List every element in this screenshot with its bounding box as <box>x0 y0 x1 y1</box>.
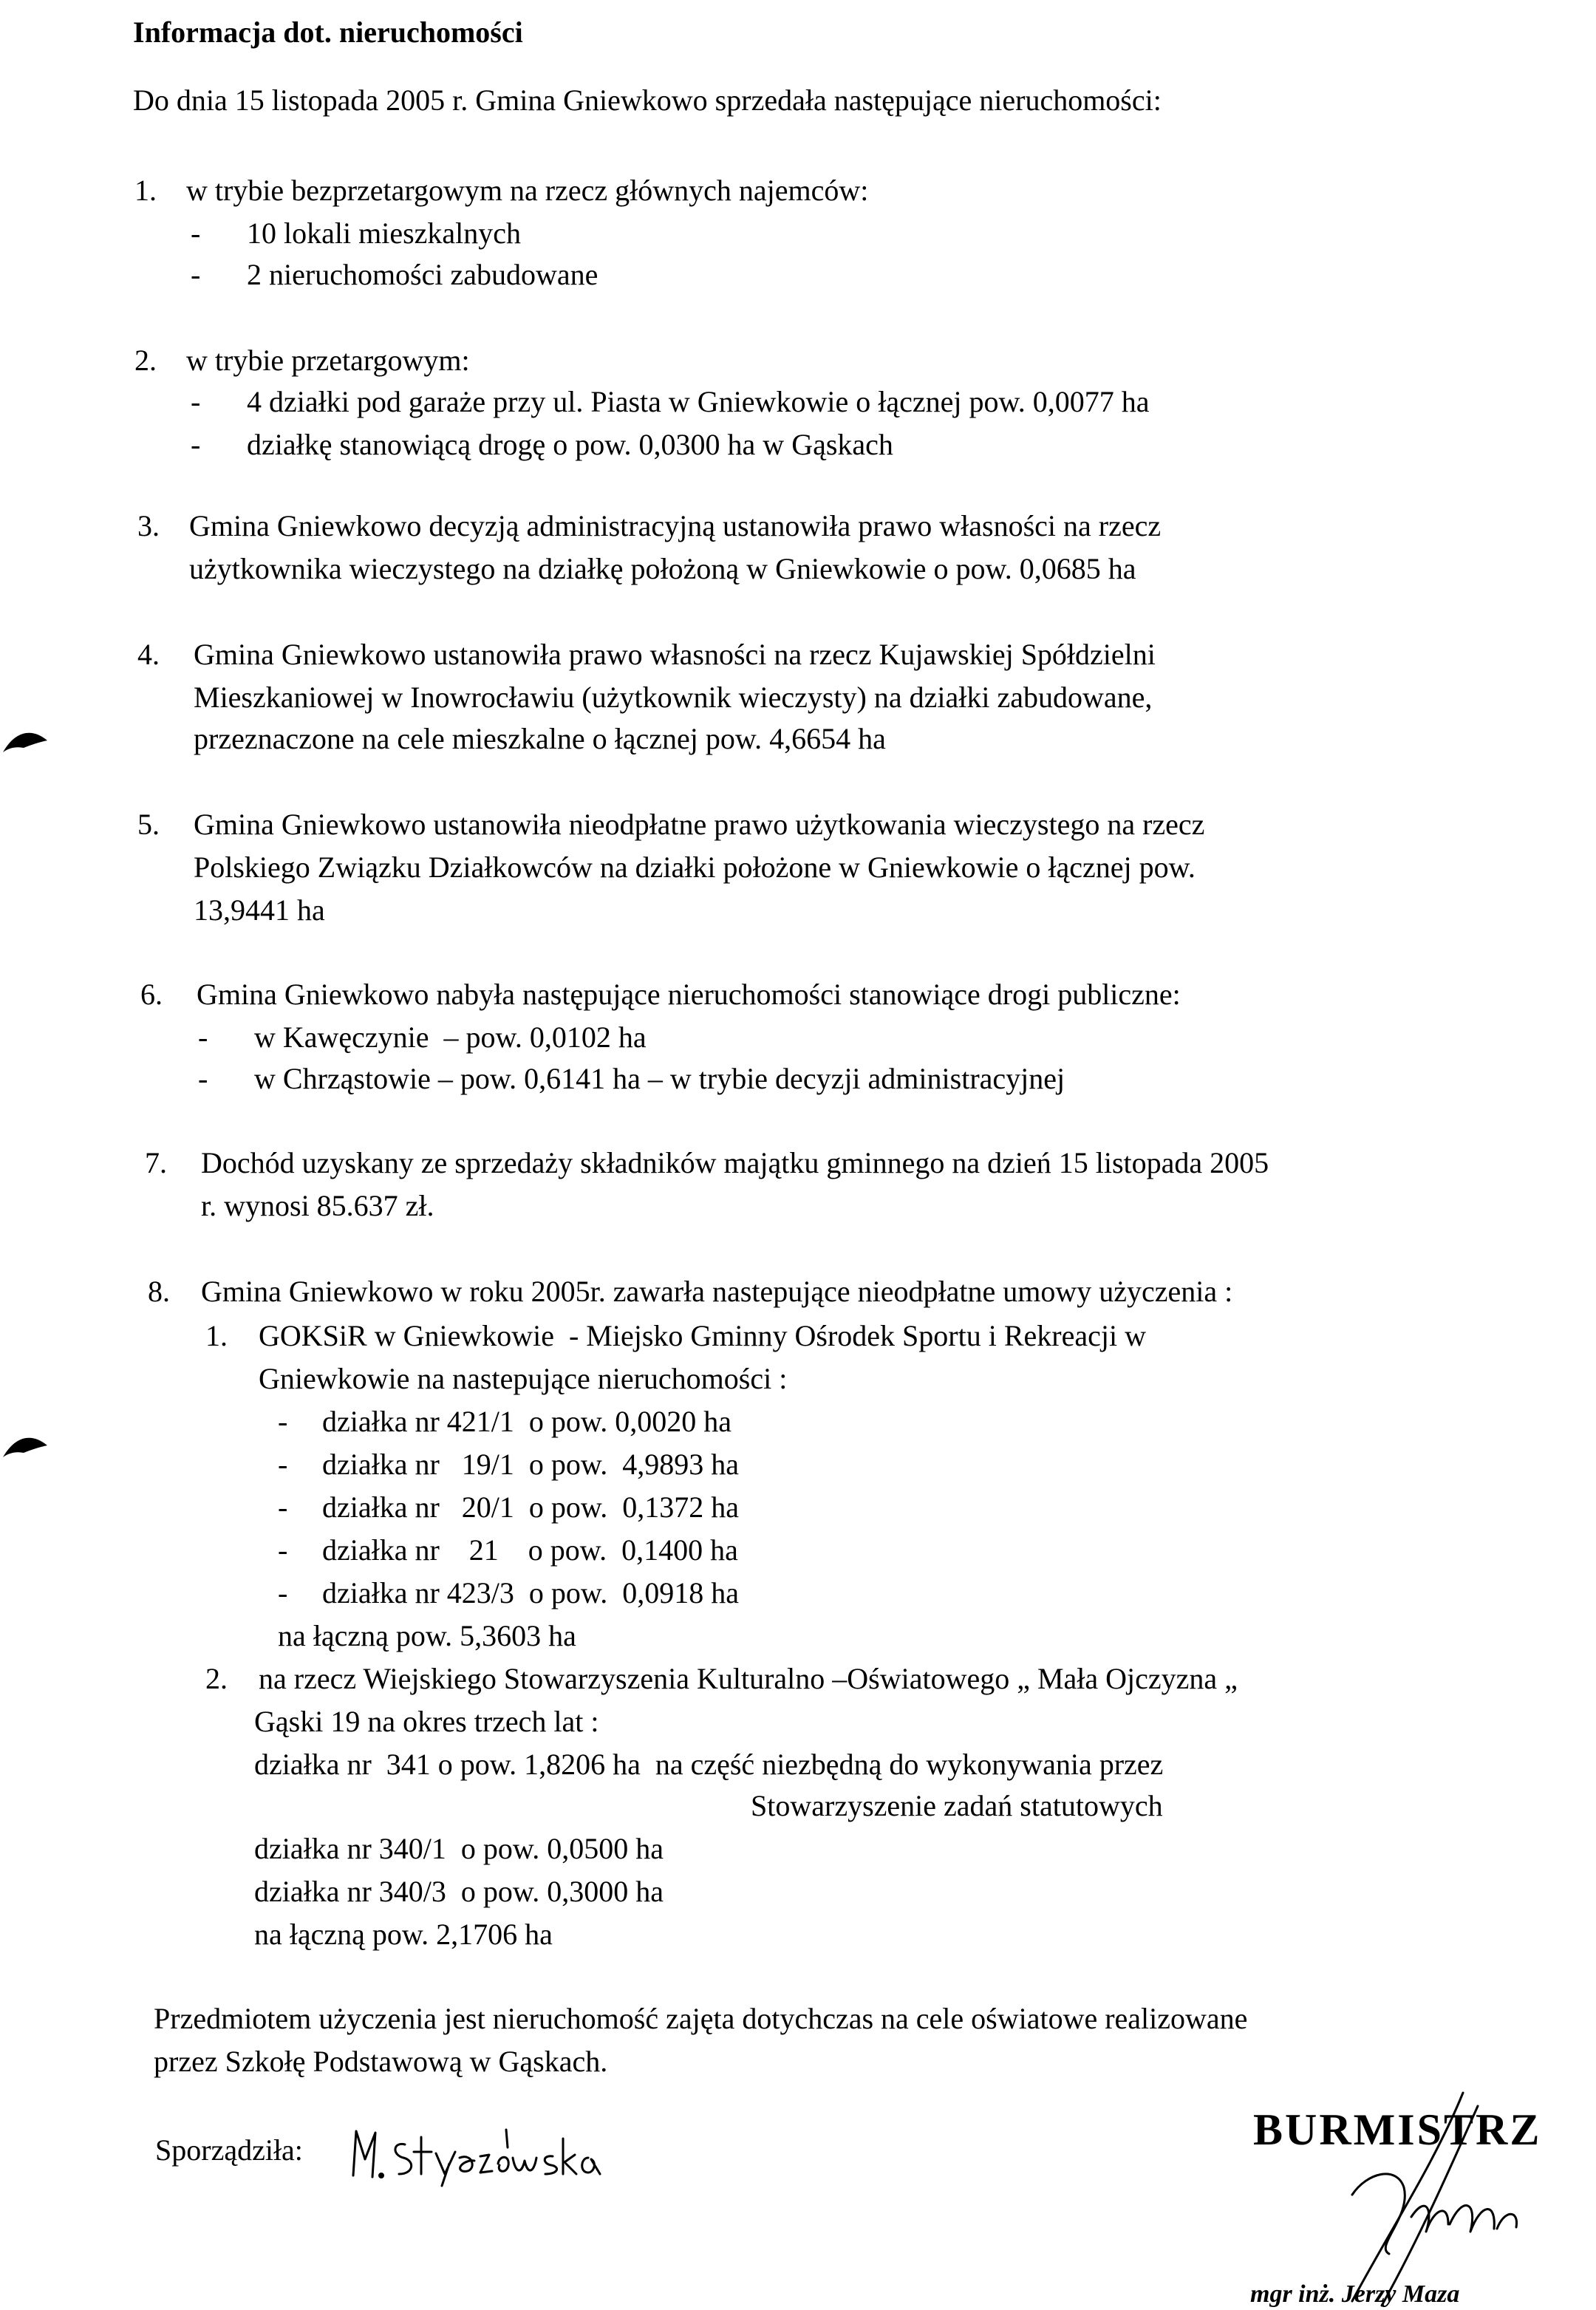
item-2-bullet-1: 4 działki pod garaże przy ul. Piasta w Gniewkowie o łącznej pow. 0,0077 ha <box>247 385 1150 418</box>
prepared-by-label: Sporządziła: <box>155 2133 303 2167</box>
item-8-2-plot-1-continued: Stowarzyszenie zadań statutowych <box>751 1789 1163 1822</box>
item-3-number: 3. <box>137 509 160 542</box>
item-6-bullet-2-dash: - <box>198 1062 208 1095</box>
item-2-bullet-1-dash: - <box>191 385 201 418</box>
item-6-number: 6. <box>140 978 163 1011</box>
item-8-1-line-1: GOKSiR w Gniewkowie - Miejsko Gminny Ośrodek Sportu i Rekreacji w <box>259 1319 1146 1352</box>
item-8-text: Gmina Gniewkowo w roku 2005r. zawarła nastepujące nieodpłatne umowy użyczenia : <box>201 1275 1233 1308</box>
plot-3: działka nr 20/1 o pow. 0,1372 ha <box>322 1490 739 1524</box>
item-8-2-plot-3: działka nr 340/3 o pow. 0,3000 ha <box>254 1875 664 1908</box>
item-8-2-plot-1: działka nr 341 o pow. 1,8206 ha na część niezbędną do wykonywania przez <box>254 1748 1164 1781</box>
item-8-number: 8. <box>148 1275 170 1308</box>
plot-4-dash: - <box>278 1533 288 1567</box>
item-6-bullet-2: w Chrząstowie – pow. 0,6141 ha – w trybie decyzji administracyjnej <box>254 1062 1065 1095</box>
item-1-bullet-1: 10 lokali mieszkalnych <box>247 217 522 250</box>
item-4-line-3: przeznaczone na cele mieszkalne o łącznej pow. 4,6654 ha <box>194 722 886 755</box>
plot-5: działka nr 423/3 o pow. 0,0918 ha <box>322 1576 739 1609</box>
closing-line-2: przez Szkołę Podstawową w Gąskach. <box>154 2045 608 2078</box>
item-8-2-number: 2. <box>205 1662 228 1695</box>
intro-text: Do dnia 15 listopada 2005 r. Gmina Gniewkowo sprzedała następujące nieruchomości: <box>133 84 1162 117</box>
item-1-bullet-1-dash: - <box>191 217 201 250</box>
item-8-1-line-2: Gniewkowie na nastepujące nieruchomości : <box>259 1362 788 1395</box>
mayor-signature-image <box>1323 2084 1566 2310</box>
item-3-line-1: Gmina Gniewkowo decyzją administracyjną ustanowiła prawo własności na rzecz <box>189 509 1162 542</box>
plot-5-dash: - <box>278 1576 288 1609</box>
item-8-2-line-1: na rzecz Wiejskiego Stowarzyszenia Kulturalno –Oświatowego „ Mała Ojczyzna „ <box>259 1662 1238 1695</box>
margin-mark-icon <box>1 726 49 758</box>
item-4-number: 4. <box>137 638 160 671</box>
plot-1: działka nr 421/1 o pow. 0,0020 ha <box>322 1405 732 1438</box>
preparer-signature-image <box>344 2115 625 2189</box>
item-2-bullet-2: działkę stanowiącą drogę o pow. 0,0300 ha w Gąskach <box>247 428 893 461</box>
item-1-text: w trybie bezprzetargowym na rzecz głównych najemców: <box>186 174 869 207</box>
item-7-line-1: Dochód uzyskany ze sprzedaży składników majątku gminnego na dzień 15 listopada 2005 <box>201 1146 1269 1179</box>
item-8-1-number: 1. <box>205 1319 228 1352</box>
item-4-line-1: Gmina Gniewkowo ustanowiła prawo własności na rzecz Kujawskiej Spółdzielni <box>194 638 1156 671</box>
item-7-number: 7. <box>145 1146 167 1179</box>
item-2-text: w trybie przetargowym: <box>186 344 470 377</box>
document-title: Informacja dot. nieruchomości <box>133 16 523 49</box>
item-1-bullet-2: 2 nieruchomości zabudowane <box>247 258 598 291</box>
mayor-stamp-title: BURMISTRZ <box>1253 2105 1542 2154</box>
item-6-bullet-1-dash: - <box>198 1021 208 1054</box>
item-8-2-line-2: Gąski 19 na okres trzech lat : <box>254 1705 599 1738</box>
closing-line-1: Przedmiotem użyczenia jest nieruchomość zajęta dotychczas na cele oświatowe realizowane <box>154 2002 1248 2035</box>
mayor-name: mgr inż. Jerzy Maza <box>1250 2280 1460 2308</box>
item-5-number: 5. <box>137 808 160 841</box>
item-2-number: 2. <box>134 344 157 377</box>
item-8-2-plot-2: działka nr 340/1 o pow. 0,0500 ha <box>254 1832 664 1865</box>
plot-2: działka nr 19/1 o pow. 4,9893 ha <box>322 1448 739 1481</box>
item-8-2-total: na łączną pow. 2,1706 ha <box>254 1918 553 1951</box>
item-2-bullet-2-dash: - <box>191 428 201 461</box>
item-5-line-2: Polskiego Związku Działkowców na działki położone w Gniewkowie o łącznej pow. <box>194 851 1196 884</box>
item-5-line-3: 13,9441 ha <box>194 893 325 927</box>
item-1-number: 1. <box>134 174 157 207</box>
plot-3-dash: - <box>278 1490 288 1524</box>
item-3-line-2: użytkownika wieczystego na działkę położoną w Gniewkowie o pow. 0,0685 ha <box>189 552 1136 585</box>
plot-2-dash: - <box>278 1448 288 1481</box>
item-1-bullet-2-dash: - <box>191 258 201 291</box>
margin-mark-icon <box>1 1431 49 1463</box>
plot-1-dash: - <box>278 1405 288 1438</box>
item-6-text: Gmina Gniewkowo nabyła następujące nieruchomości stanowiące drogi publiczne: <box>197 978 1181 1011</box>
plot-4: działka nr 21 o pow. 0,1400 ha <box>322 1533 738 1567</box>
item-4-line-2: Mieszkaniowej w Inowrocławiu (użytkownik wieczysty) na działki zabudowane, <box>194 681 1153 714</box>
item-8-1-total: na łączną pow. 5,3603 ha <box>278 1619 576 1652</box>
item-6-bullet-1: w Kawęczynie – pow. 0,0102 ha <box>254 1021 647 1054</box>
item-5-line-1: Gmina Gniewkowo ustanowiła nieodpłatne prawo użytkowania wieczystego na rzecz <box>194 808 1205 841</box>
item-7-line-2: r. wynosi 85.637 zł. <box>201 1189 434 1222</box>
